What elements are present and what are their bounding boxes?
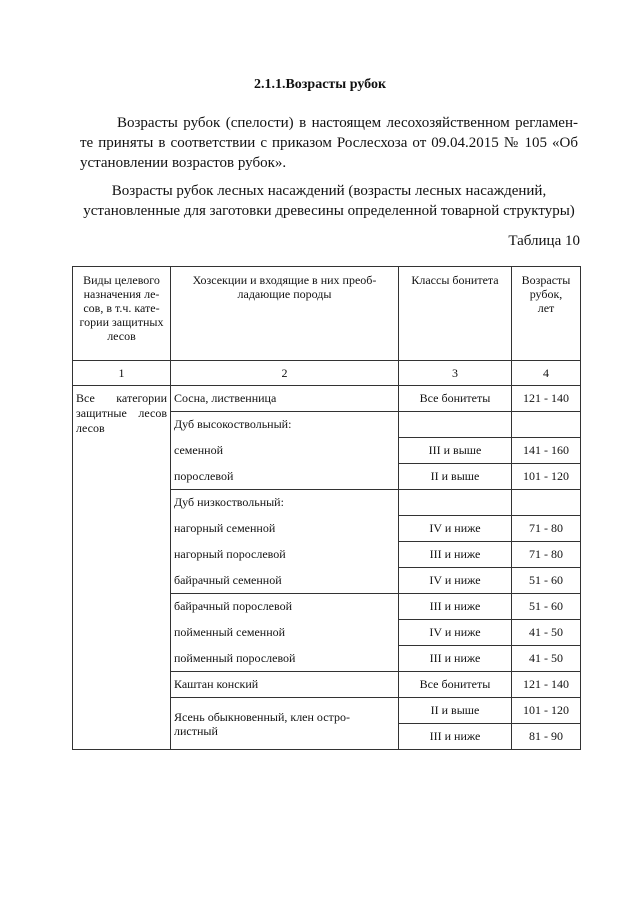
table-row: Ясень обыкновенный, клен остро- листный II и выше 101 - 120	[73, 698, 581, 724]
header-purpose: Виды целевого назначения ле- сов, в т.ч. кате- гории защитных лесов	[73, 267, 171, 361]
column-number-row: 1 2 3 4	[73, 361, 581, 386]
table-row: Все категории защитные лесов лесов Сосна, лиственница Все бонитеты 121 - 140	[73, 386, 581, 412]
table-row: байрачный порослевой III и ниже 51 - 60	[73, 594, 581, 620]
table-row: байрачный семенной IV и ниже 51 - 60	[73, 568, 581, 594]
table-number: Таблица 10	[508, 233, 580, 249]
table-caption	[80, 181, 578, 221]
cutting-age-table	[72, 266, 581, 750]
intro-line: установлении возрастов рубок».	[80, 155, 287, 171]
table-row: Дуб низкоствольный:	[73, 490, 581, 516]
caption-line: Возрасты рубок лесных насаждений (возрасты лесных насаждений,	[111, 183, 547, 199]
intro-line: те приняты в соответствии с приказом Рослесхоза от 09.04.2015 № 105 «Об	[80, 135, 578, 151]
header-species: Хозсекции и входящие в них преоб- ладающие породы	[171, 267, 399, 361]
caption-line: установленные для заготовки древесины определенной товарной структуры)	[83, 203, 575, 219]
category-cell: Все категории защитные лесов лесов	[73, 386, 171, 750]
table-row: семенной III и выше 141 - 160	[73, 438, 581, 464]
section-title: 2.1.1.Возрасты рубок	[253, 77, 387, 92]
header-row	[73, 267, 581, 361]
intro-line: Возрасты рубок (спелости) в настоящем лесохозяйственном регламен-	[117, 115, 578, 131]
table-row: Каштан конский Все бонитеты 121 - 140	[73, 672, 581, 698]
table-row: нагорный порослевой III и ниже 71 - 80	[73, 542, 581, 568]
table-row: Дуб высокоствольный:	[73, 412, 581, 438]
header-class: Классы бонитета	[399, 267, 512, 361]
species-cell-ash: Ясень обыкновенный, клен остро- листный	[171, 698, 399, 750]
table-row: пойменный порослевой III и ниже 41 - 50	[73, 646, 581, 672]
table-row: пойменный семенной IV и ниже 41 - 50	[73, 620, 581, 646]
header-age: Возрасты рубок, лет	[512, 267, 581, 361]
table-row: III и ниже 81 - 90	[73, 724, 581, 750]
intro-paragraph	[80, 113, 578, 173]
table-row: нагорный семенной IV и ниже 71 - 80	[73, 516, 581, 542]
table-row: порослевой II и выше 101 - 120	[73, 464, 581, 490]
